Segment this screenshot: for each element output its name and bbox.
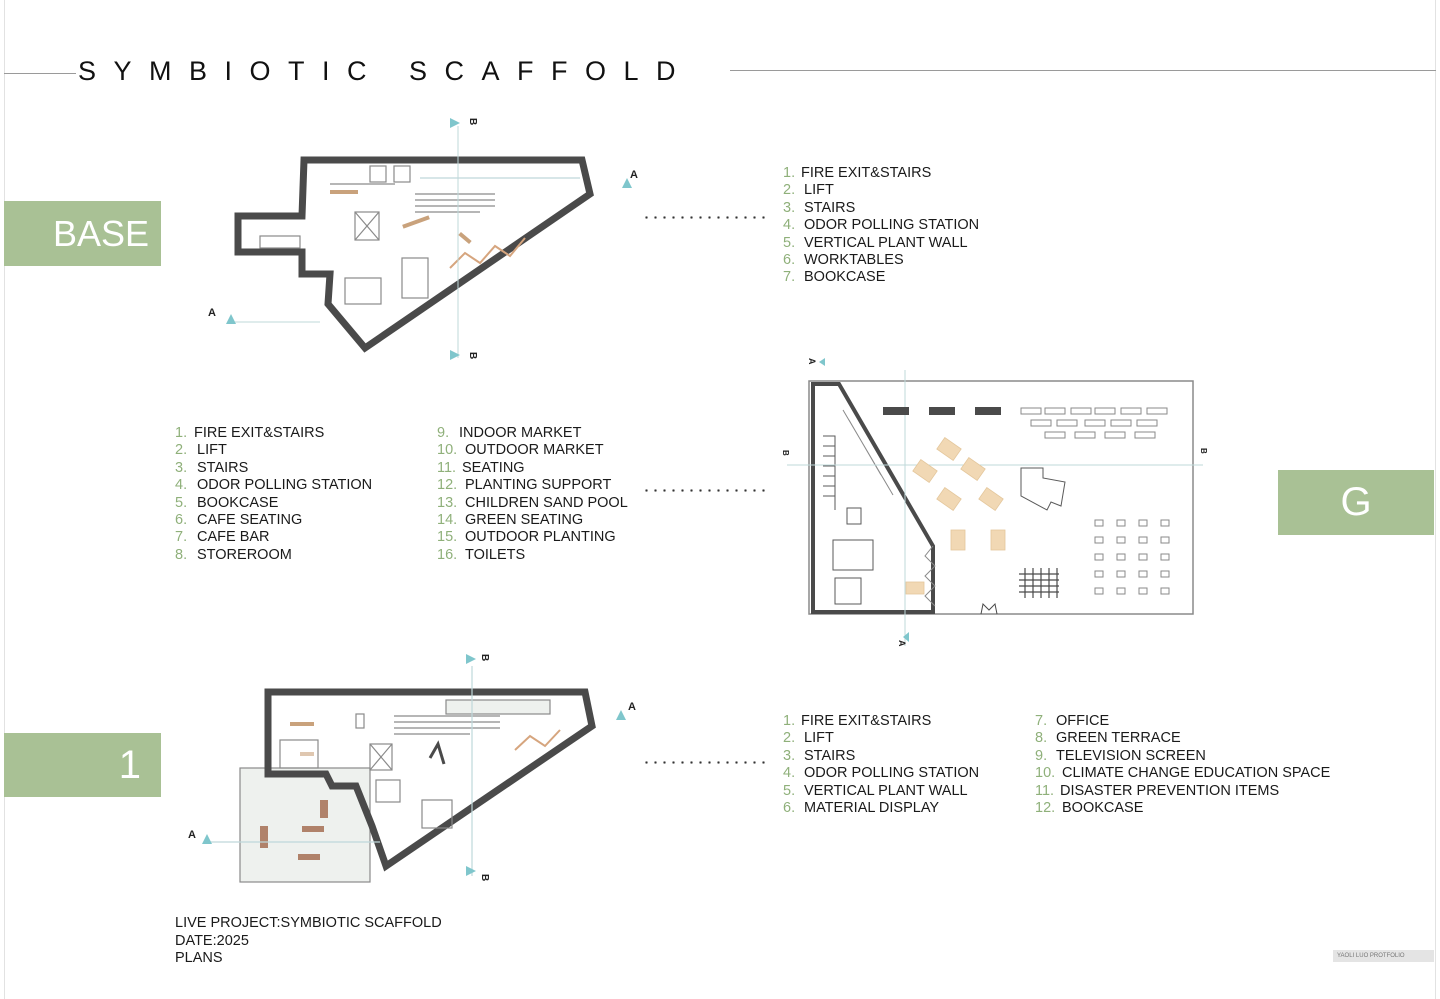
page-title: SYMBIOTIC SCAFFOLD	[78, 56, 694, 86]
legend-item: 2. LIFT	[175, 442, 227, 459]
leader-dots-first	[642, 761, 770, 764]
first-marker-b-bottom	[466, 866, 476, 876]
first-floor-plan	[180, 640, 660, 910]
legend-item: 5. BOOKCASE	[175, 494, 279, 511]
ground-plan-sand-pool	[1019, 568, 1059, 598]
legend-item: 9. TELEVISION SCREEN	[1035, 747, 1206, 764]
level-tag-first: 1	[4, 733, 161, 797]
first-marker-a-right-label: A	[628, 701, 636, 713]
ground-plan-stair	[823, 436, 835, 510]
base-marker-a-left: A	[208, 307, 216, 319]
base-marker-b-bottom: B	[467, 352, 478, 360]
legend-item: 3. STAIRS	[783, 199, 856, 216]
first-marker-b-top	[466, 654, 476, 664]
legend-item: 14. GREEN SEATING	[437, 511, 584, 528]
legend-item: 8. GREEN TERRACE	[1035, 730, 1181, 747]
legend-item: 12. PLANTING SUPPORT	[437, 477, 612, 494]
legend-first-right	[1035, 713, 1330, 817]
legend-item: 16. TOILETS	[437, 546, 526, 563]
portfolio-tag: YAOLI LUO PROTFOLIO	[1333, 950, 1434, 962]
legend-item: 6. CAFE SEATING	[175, 511, 303, 528]
first-plan-plant-wall	[515, 730, 560, 750]
level-tag-ground: G	[1278, 470, 1434, 535]
first-marker-b-bottom-label: B	[479, 874, 490, 882]
legend-item: 15. OUTDOOR PLANTING	[437, 529, 616, 546]
legend-item: 3. STAIRS	[783, 747, 856, 764]
legend-item: 5. VERTICAL PLANT WALL	[783, 782, 968, 799]
legend-ground-right	[437, 425, 628, 564]
legend-item: 7. BOOKCASE	[783, 269, 886, 286]
leader-dots-ground	[642, 489, 770, 492]
legend-item: 4. ODOR POLLING STATION	[783, 765, 980, 782]
legend-item: 5. VERTICAL PLANT WALL	[783, 234, 968, 251]
ground-marker-b-left: B	[781, 450, 790, 456]
first-plan-stair	[394, 716, 500, 734]
legend-item: 2. LIFT	[783, 730, 834, 747]
legend-item: 7. OFFICE	[1035, 713, 1110, 729]
legend-base	[783, 165, 979, 287]
base-plan-stair	[415, 194, 495, 212]
first-marker-a-right	[616, 710, 626, 720]
legend-item: 11. SEATING	[437, 459, 525, 476]
legend-item: 9. INDOOR MARKET	[437, 425, 582, 441]
base-plan-outer-wall	[238, 160, 590, 348]
ground-marker-b-right: B	[1199, 448, 1208, 454]
ground-marker-a-bottom-label: A	[897, 640, 907, 647]
legend-item: 2. LIFT	[783, 182, 834, 199]
legend-item: 4. ODOR POLLING STATION	[175, 477, 373, 494]
ground-marker-a-top-label: A	[807, 358, 817, 365]
base-floor-plan	[180, 108, 640, 380]
legend-item: 13. CHILDREN SAND POOL	[437, 494, 628, 511]
meta-date: DATE:2025	[175, 933, 249, 949]
legend-item: 7. CAFE BAR	[175, 529, 270, 546]
legend-item: 3. STAIRS	[175, 459, 249, 476]
legend-item: 1. FIRE EXIT&STAIRS	[783, 165, 932, 181]
legend-item: 11. DISASTER PREVENTION ITEMS	[1035, 782, 1280, 799]
ground-plan-building-wall	[813, 384, 933, 612]
ground-plan-lift	[847, 508, 861, 524]
first-marker-a-left	[202, 834, 212, 844]
ground-plan-market-stand	[1021, 468, 1065, 510]
base-marker-b-top: B	[467, 118, 478, 126]
meta-project: LIVE PROJECT:SYMBIOTIC SCAFFOLD	[175, 915, 442, 931]
legend-item: 10. OUTDOOR MARKET	[437, 442, 604, 459]
page-edge-right	[1435, 0, 1436, 999]
title-rule-right	[730, 70, 1436, 71]
legend-item: 6. WORKTABLES	[783, 251, 904, 268]
first-marker-b-top-label: B	[479, 654, 490, 662]
legend-item: 4. ODOR POLLING STATION	[783, 217, 980, 234]
meta-type: PLANS	[175, 950, 223, 966]
section-marker-a-left	[226, 314, 236, 324]
legend-item: 6. MATERIAL DISPLAY	[783, 799, 940, 816]
legend-ground-left	[175, 425, 372, 564]
legend-item: 1. FIRE EXIT&STAIRS	[175, 425, 325, 441]
level-tag-base: BASE	[4, 201, 161, 266]
base-marker-a-right: A	[630, 169, 638, 181]
page-edge-left	[4, 0, 5, 999]
legend-first-left	[783, 713, 979, 817]
ground-floor-plan	[775, 350, 1215, 660]
leader-dots-base	[642, 216, 770, 219]
legend-item: 1. FIRE EXIT&STAIRS	[783, 713, 932, 729]
legend-item: 8. STOREROOM	[175, 546, 292, 563]
legend-item: 10. CLIMATE CHANGE EDUCATION SPACE	[1035, 765, 1331, 782]
ground-marker-a-top	[819, 358, 825, 366]
legend-item: 12. BOOKCASE	[1035, 799, 1144, 816]
first-marker-a-left-label: A	[188, 829, 196, 841]
